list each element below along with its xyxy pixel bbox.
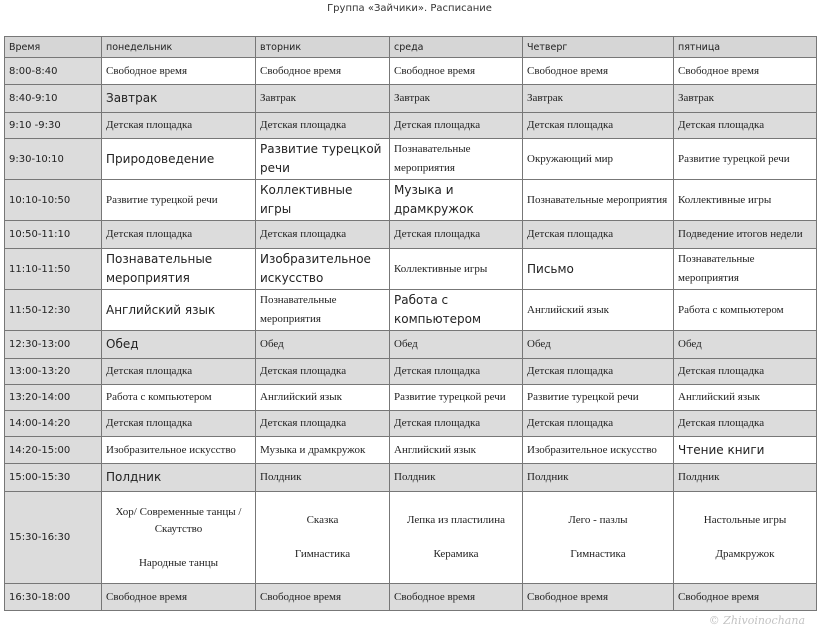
schedule-cell: Полдник (256, 464, 390, 492)
schedule-cell: Детская площадка (256, 359, 390, 385)
schedule-cell: Детская площадка (523, 113, 674, 139)
schedule-cell: Свободное время (256, 584, 390, 611)
table-row (5, 359, 817, 385)
table-row (5, 85, 817, 113)
schedule-cell: Развитие турецкой речи (102, 180, 256, 221)
schedule-cell: Развитие турецкой речи (256, 139, 390, 180)
schedule-cell: Развитие турецкой речи (523, 385, 674, 411)
schedule-cell: Изобразительное искусство (523, 437, 674, 464)
table-row (5, 411, 817, 437)
schedule-cell: Познавательные мероприятия (523, 180, 674, 221)
schedule-cell: Познавательные мероприятия (102, 249, 256, 290)
table-row (5, 113, 817, 139)
header-thursday: Четверг (523, 37, 674, 58)
schedule-cell: Английский язык (523, 290, 674, 331)
schedule-cell: Детская площадка (390, 411, 523, 437)
table-row (5, 584, 817, 611)
schedule-cell: Работа с компьютером (674, 290, 817, 331)
schedule-cell: Детская площадка (102, 221, 256, 249)
schedule-cell: Детская площадка (390, 359, 523, 385)
schedule-cell (674, 492, 817, 584)
schedule-cell: Музыка и драмкружок (390, 180, 523, 221)
schedule-cell: Обед (102, 331, 256, 359)
table-row (5, 385, 817, 411)
time-cell: 12:30-13:00 (5, 331, 102, 359)
schedule-cell: Свободное время (256, 58, 390, 85)
time-cell: 11:10-11:50 (5, 249, 102, 290)
schedule-cell: Музыка и драмкружок (256, 437, 390, 464)
schedule-cell: Полдник (102, 464, 256, 492)
header-row (5, 37, 817, 58)
header-time: Время (5, 37, 102, 58)
time-cell: 10:50-11:10 (5, 221, 102, 249)
schedule-cell (102, 492, 256, 584)
schedule-cell: Детская площадка (523, 359, 674, 385)
schedule-cell: Познавательные мероприятия (256, 290, 390, 331)
schedule-cell: Детская площадка (102, 359, 256, 385)
time-cell: 9:10 -9:30 (5, 113, 102, 139)
watermark: © Zhivoinochana (708, 614, 805, 627)
schedule-cell: Английский язык (102, 290, 256, 331)
table-row (5, 180, 817, 221)
schedule-cell: Детская площадка (390, 113, 523, 139)
schedule-cell (523, 492, 674, 584)
header-wednesday: среда (390, 37, 523, 58)
time-cell: 8:00-8:40 (5, 58, 102, 85)
schedule-cell: Английский язык (256, 385, 390, 411)
schedule-cell: Коллективные игры (390, 249, 523, 290)
schedule-cell: Свободное время (390, 58, 523, 85)
schedule-cell: Свободное время (102, 584, 256, 611)
schedule-cell: Завтрак (390, 85, 523, 113)
schedule-cell: Познавательные мероприятия (674, 249, 817, 290)
activity-line: Гимнастика (570, 548, 626, 560)
schedule-cell: Развитие турецкой речи (390, 385, 523, 411)
activity-line: Гимнастика (294, 548, 351, 560)
time-cell: 16:30-18:00 (5, 584, 102, 611)
schedule-cell: Детская площадка (674, 411, 817, 437)
schedule-cell: Детская площадка (102, 113, 256, 139)
schedule-cell: Завтрак (523, 85, 674, 113)
schedule-cell: Обед (256, 331, 390, 359)
table-row (5, 437, 817, 464)
schedule-cell: Детская площадка (256, 411, 390, 437)
schedule-cell: Завтрак (102, 85, 256, 113)
table-row (5, 492, 817, 584)
page-title: Группа «Зайчики». Расписание (327, 3, 492, 14)
schedule-cell: Свободное время (523, 584, 674, 611)
table-row (5, 249, 817, 290)
schedule-cell: Познавательные мероприятия (390, 139, 523, 180)
activity-line: Народные танцы (138, 556, 218, 569)
time-cell: 15:30-16:30 (5, 492, 102, 584)
schedule-cell: Свободное время (674, 58, 817, 85)
schedule-cell: Английский язык (390, 437, 523, 464)
schedule-cell: Чтение книги (674, 437, 817, 464)
activity-line: Лепка из пластилина (407, 514, 505, 526)
schedule-cell: Свободное время (674, 584, 817, 611)
schedule-cell: Окружающий мир (523, 139, 674, 180)
activity-line: Сказка (306, 514, 339, 526)
schedule-cell: Детская площадка (674, 113, 817, 139)
header-monday: понедельник (102, 37, 256, 58)
time-cell: 15:00-15:30 (5, 464, 102, 492)
schedule-cell: Детская площадка (674, 359, 817, 385)
schedule-body (5, 37, 817, 611)
table-row (5, 331, 817, 359)
schedule-cell: Изобразительное искусство (102, 437, 256, 464)
schedule-cell: Детская площадка (256, 221, 390, 249)
schedule-cell: Свободное время (390, 584, 523, 611)
schedule-cell: Завтрак (674, 85, 817, 113)
schedule-cell: Работа с компьютером (390, 290, 523, 331)
schedule-cell: Детская площадка (523, 221, 674, 249)
schedule-cell: Полдник (390, 464, 523, 492)
time-cell: 14:20-15:00 (5, 437, 102, 464)
schedule-cell: Детская площадка (256, 113, 390, 139)
activity-line: Драмкружок (715, 548, 775, 560)
schedule-cell (390, 492, 523, 584)
activity-line: Настольные игры (703, 514, 787, 526)
schedule-cell: Свободное время (102, 58, 256, 85)
schedule-cell: Английский язык (674, 385, 817, 411)
activity-line: Хор/ Современные танцы / Скаутство (115, 505, 242, 535)
table-row (5, 290, 817, 331)
time-cell: 13:00-13:20 (5, 359, 102, 385)
time-cell: 14:00-14:20 (5, 411, 102, 437)
activity-line: Лего - пазлы (568, 514, 628, 526)
activity-line: Керамика (433, 548, 479, 560)
schedule-cell: Свободное время (523, 58, 674, 85)
schedule-cell (256, 492, 390, 584)
table-row (5, 464, 817, 492)
schedule-cell: Детская площадка (390, 221, 523, 249)
schedule-cell: Полдник (674, 464, 817, 492)
schedule-cell: Детская площадка (523, 411, 674, 437)
table-row (5, 58, 817, 85)
schedule-cell: Полдник (523, 464, 674, 492)
header-friday: пятница (674, 37, 817, 58)
schedule-cell: Детская площадка (102, 411, 256, 437)
table-row (5, 139, 817, 180)
time-cell: 10:10-10:50 (5, 180, 102, 221)
schedule-cell: Изобразительное искусство (256, 249, 390, 290)
schedule-cell: Завтрак (256, 85, 390, 113)
schedule-cell: Коллективные игры (256, 180, 390, 221)
schedule-cell: Обед (674, 331, 817, 359)
schedule-cell: Работа с компьютером (102, 385, 256, 411)
schedule-cell: Развитие турецкой речи (674, 139, 817, 180)
schedule-cell: Обед (390, 331, 523, 359)
time-cell: 9:30-10:10 (5, 139, 102, 180)
time-cell: 8:40-9:10 (5, 85, 102, 113)
schedule-cell: Подведение итогов недели (674, 221, 817, 249)
schedule-table (4, 36, 817, 611)
schedule-cell: Природоведение (102, 139, 256, 180)
schedule-cell: Обед (523, 331, 674, 359)
schedule-cell: Письмо (523, 249, 674, 290)
table-row (5, 221, 817, 249)
time-cell: 11:50-12:30 (5, 290, 102, 331)
header-tuesday: вторник (256, 37, 390, 58)
time-cell: 13:20-14:00 (5, 385, 102, 411)
schedule-cell: Коллективные игры (674, 180, 817, 221)
